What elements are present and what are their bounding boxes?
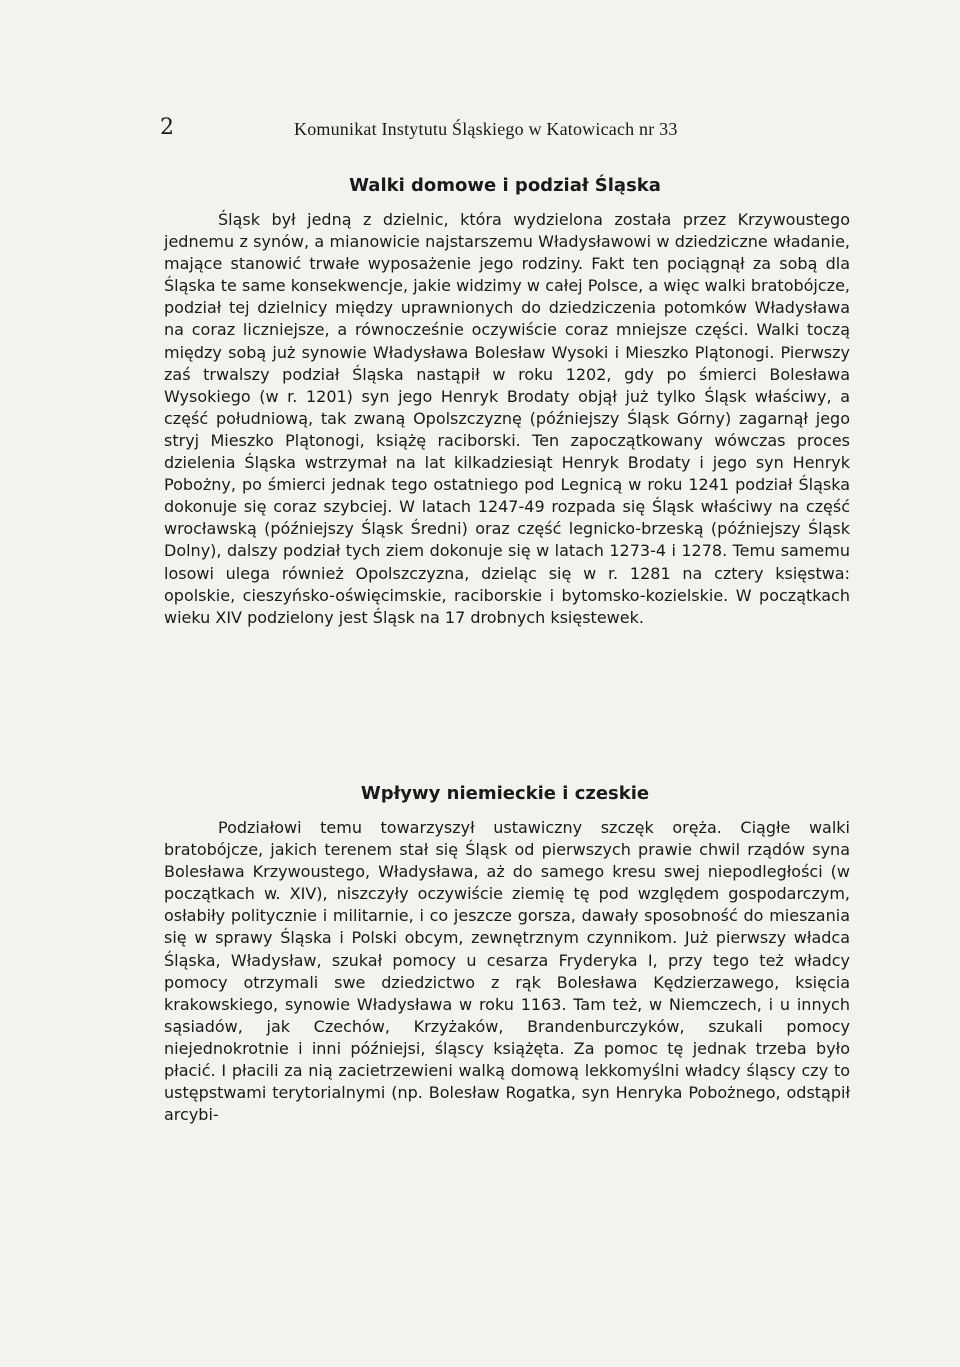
section-paragraph-civil-wars: Śląsk był jedną z dzielnic, która wydzielona została przez Krzywoustego jednemu z synów, a mianowicie najstarszemu Władysławowi w dziedziczne władanie, mające stanowić trwałe wyposażenie jego rodziny. Fakt ten pociągnął za sobą dla Śląska te same konsekwencje, jakie widzimy w całej Polsce, a więc walki bratobójcze, podział tej dzielnicy między uprawnionych do dziedziczenia potomków Władysława na coraz liczniejsze, a równocześnie oczywiście coraz mniejsze części. Walki toczą między sobą już synowie Władysława Bolesław Wysoki i Mieszko Plątonogi. Pierwszy zaś trwalszy podział Śląska nastąpił w roku 1202, gdy po śmierci Bolesława Wysokiego (w r. 1201) syn jego Henryk Brodaty objął już tylko Śląsk właściwy, a część południową, tak zwaną Opolszczyznę (późniejszy Śląsk Górny) zagarnął jego stryj Mieszko Plątonogi, książę raciborski. Ten zapoczątkowany wówczas proces dzielenia Śląska wstrzymał na lat kilkadziesiąt Henryk Brodaty i jego syn Henryk Pobożny, po śmierci jednak tego ostatniego pod Legnicą w roku 1241 podział Śląska dokonuje się coraz szybciej. W latach 1247-49 rozpada się Śląsk właściwy na część wrocławską (późniejszy Śląsk Średni) oraz część legnicko-brzeską (późniejszy Śląsk Dolny), dalszy podział tych ziem dokonuje się w latach 1273-4 i 1278. Temu samemu losowi ulega również Opolszczyzna, dzieląc się w r. 1281 na cztery księstwa: opolskie, cieszyńsko-oświęcimskie, raciborskie i bytomsko-kozielskie. W początkach wieku XIV podzielony jest Śląsk na 17 drobnych księstewek. (164, 210, 850, 627)
section-heading-german-czech-influence: Wpływy niemieckie i czeskie (360, 783, 650, 804)
section-paragraph-german-czech-influence: Podziałowi temu towarzyszył ustawiczny szczęk oręża. Ciągłe walki bratobójcze, jakich terenem stał się Śląsk od pierwszych prawie chwil rządów syna Bolesława Krzywoustego, Władysława, aż do samego kresu swej niepodległości (w początkach w. XIV), niszczyły oczywiście ziemię tę pod względem gospodarczym, osłabiły politycznie i militarnie, i co jeszcze gorsza, dawały sposobność do mieszania się w sprawy Śląska i Polski obcym, zewnętrznym czynnikom. Już pierwszy władca Śląska, Władysław, szukał pomocy u cesarza Fryderyka I, przy tego też władcy pomocy otrzymali swe dziedzictwo z rąk Bolesława Kędzierzawego, księcia krakowskiego, synowie Władysława w roku 1163. Tam też, w Niemczech, i u innych sąsiadów, jak Czechów, Krzyżaków, Brandenburczyków, szukali pomocy niejednokrotnie i inni późniejsi, śląscy książęta. Za pomoc tę jednak trzeba było płacić. I płacili za nią zacietrzewieni walką domową lekkomyślni władcy śląscy czy to ustępstwami terytorialnymi (np. Bolesław Rogatka, syn Henryka Pobożnego, odstąpił arcybi- (164, 818, 850, 1125)
running-header (160, 114, 850, 144)
journal-title: Komunikat Instytutu Śląskiego w Katowicach nr 33 (294, 119, 678, 139)
section-heading-civil-wars: Walki domowe i podział Śląska (349, 175, 661, 196)
page-number: 2 (160, 115, 174, 140)
